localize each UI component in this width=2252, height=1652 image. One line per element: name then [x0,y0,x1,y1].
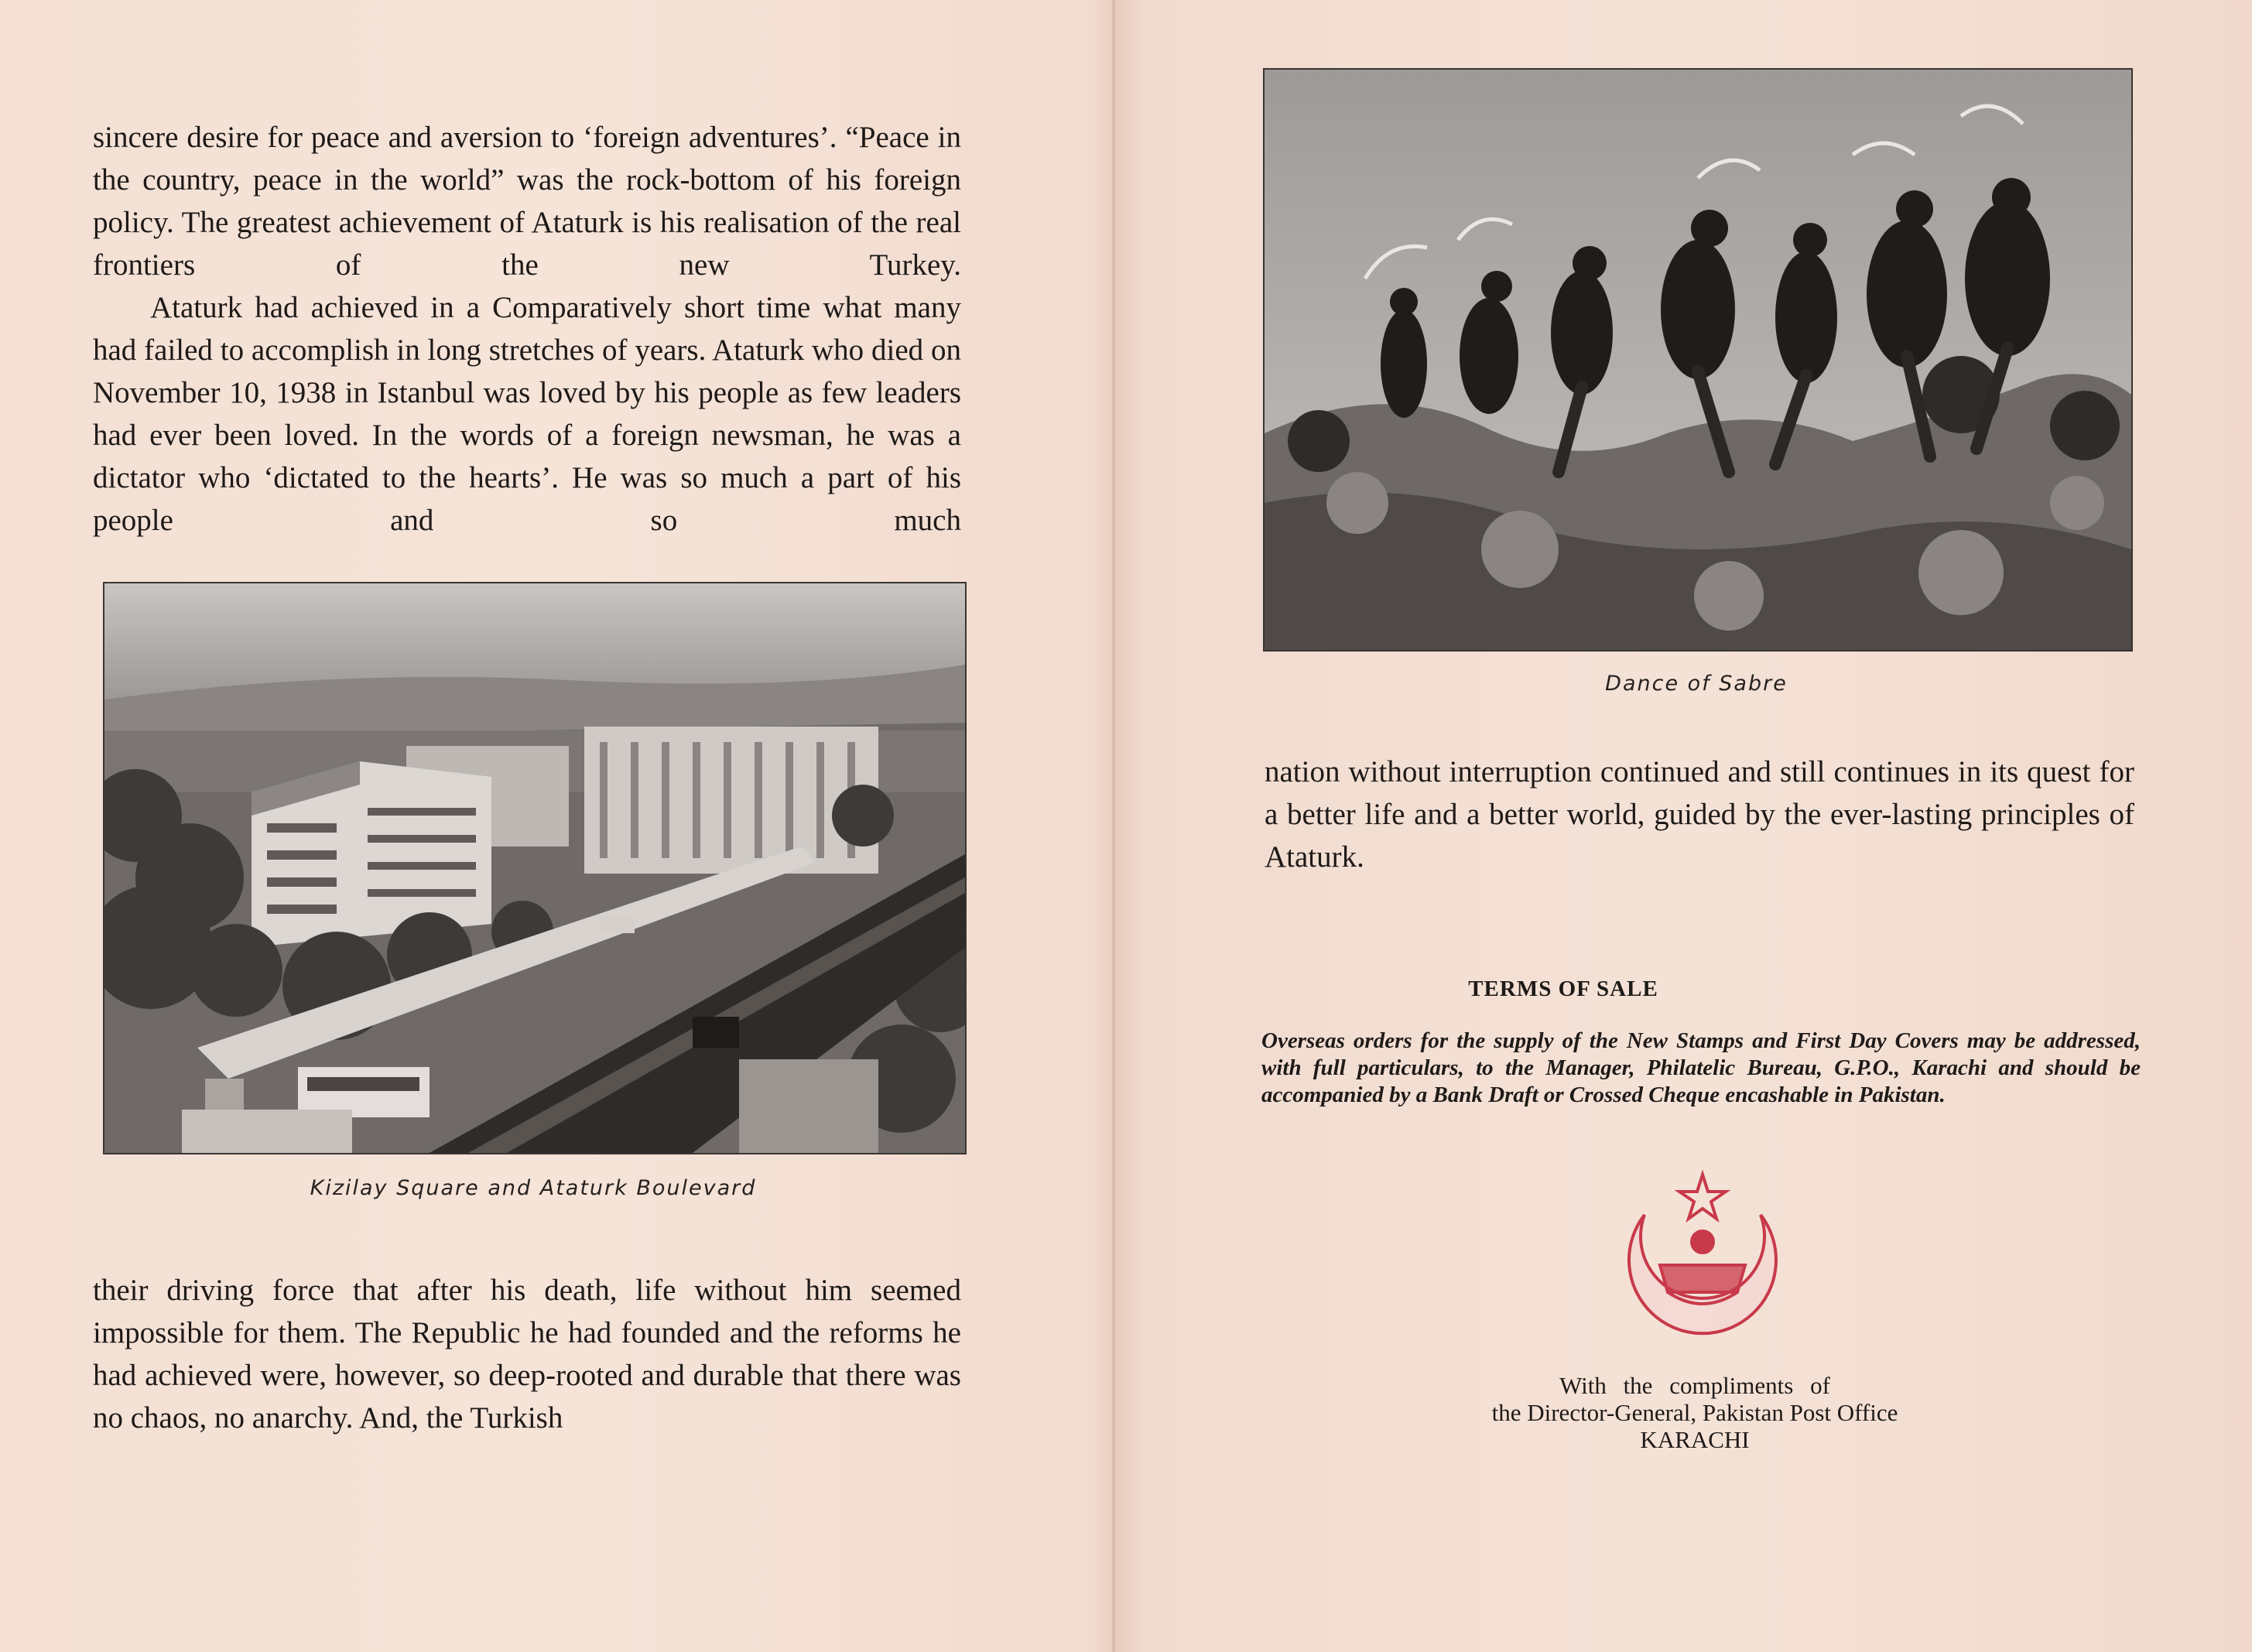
left-paragraph-3: their driving force that after his death, life without him seemed impossible for them. The Republic he had founded and the reforms he had achieved were, however, so deep-rooted and durable that there was no chaos, no anarchy. And, the Turkish [93,1274,961,1435]
terms-of-sale-heading: TERMS OF SALE [1468,976,1658,1001]
compliments-line-1: With the compliments of [1559,1372,1830,1399]
pakistan-post-emblem-icon [1610,1168,1795,1354]
dance-of-sabre-photo [1263,68,2133,652]
compliments-line-2: the Director-General, Pakistan Post Office [1491,1399,1898,1426]
left-paragraph-2: Ataturk had achieved in a Comparatively short time what many had failed to accomplish in long stretches of years. Ataturk who died on November 10, 1938 in Istanbul was loved by his people as few leaders had ever been loved. In the words of a foreign newsman, he was a dictator who ‘dictated to the hearts’. He was so much a part of his people and so much [93,291,961,537]
compliments-block [1378,1372,2012,1453]
dance-of-sabre-caption: Dance of Sabre [1605,672,1788,696]
terms-of-sale-body: Overseas orders for the supply of the New Stamps and First Day Covers may be addressed, with full particulars, to the Manager, Philatelic Bureau, G.P.O., Karachi and should be accompanied by a Bank Draft or Crossed Cheque encashable in Pakistan. [1261,1028,2141,1107]
kizilay-square-caption: Kizilay Square and Ataturk Boulevard [310,1176,757,1200]
left-paragraph-1: sincere desire for peace and aversion to ‘foreign adventures’. “Peace in the country, peace in the world” was the rock-bottom of his foreign policy. The greatest achievement of Ataturk is his realisation of the real frontiers of the new Turkey. [93,121,961,282]
page-fold [1111,0,1116,1652]
right-paragraph-1: nation without interruption continued and still continues in its quest for a better life and a better world, guided by the ever-lasting principles of Ataturk. [1265,755,2134,874]
compliments-line-3: KARACHI [1640,1426,1750,1453]
kizilay-square-photo [103,582,967,1154]
